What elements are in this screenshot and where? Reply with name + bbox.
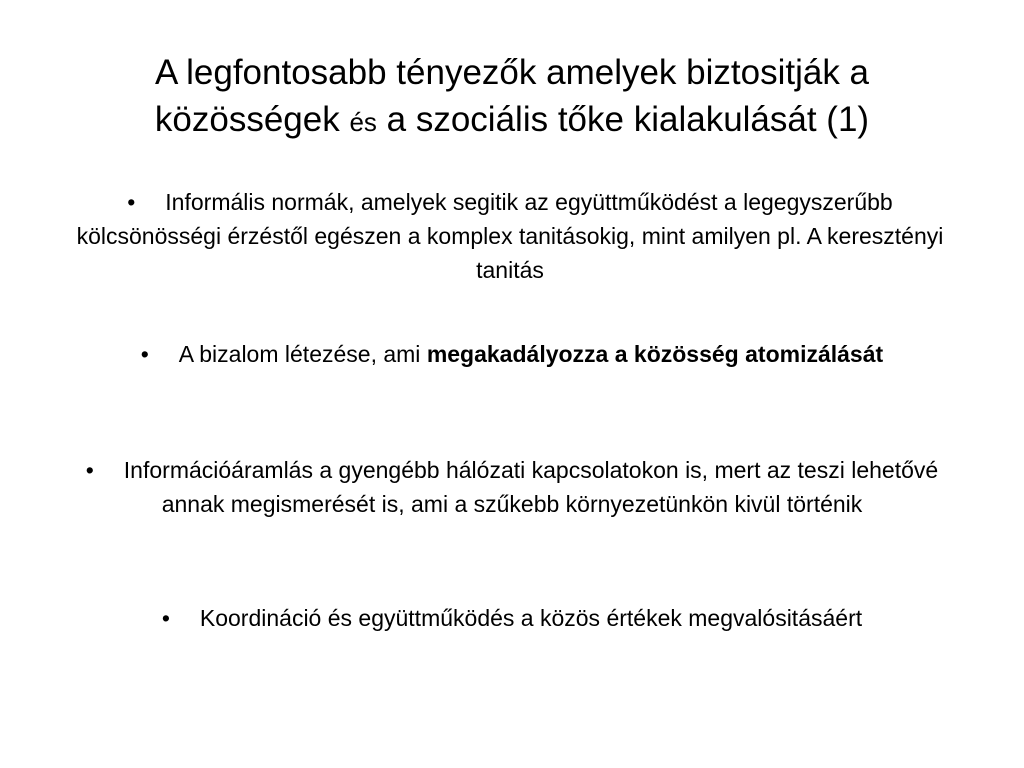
bullet-item-trust: [90, 337, 934, 371]
bullet-text: Informális normák, amelyek segitik az együttműködést a legegyszerűbb kölcsönösségi érzéstől egészen a komplex tanitásokig, mint amilyen pl. A keresztényi tanitás: [76, 189, 944, 283]
bullet-dot-icon: •: [140, 341, 149, 367]
bullet-item-information-flow: [60, 453, 964, 521]
bullet-item-coordination: [60, 601, 964, 635]
title-text-part2: és: [349, 107, 377, 137]
bullet-dot-icon: •: [161, 605, 170, 631]
title-text-part3: a szociális tőke kialakulását (1): [386, 100, 870, 139]
bullet-text: A bizalom létezése, ami: [178, 341, 427, 367]
bullet-text-bold: megakadályozza a közösség atomizálását: [426, 341, 884, 367]
slide-title: [60, 49, 964, 146]
bullet-text: Koordináció és együttműködés a közös értékek megvalósitásáért: [199, 605, 863, 631]
bullet-item-informal-norms: [70, 185, 950, 287]
bullet-dot-icon: •: [127, 189, 136, 215]
bullet-text: Információáramlás a gyengébb hálózati kapcsolatokon is, mert az teszi lehetővé annak megismerését is, ami a szűkebb környezetünkön kivül történik: [123, 457, 939, 517]
title-text-part1: A legfontosabb tényezők amelyek biztositják a közösségek: [154, 53, 870, 139]
bullet-dot-icon: •: [85, 457, 94, 483]
